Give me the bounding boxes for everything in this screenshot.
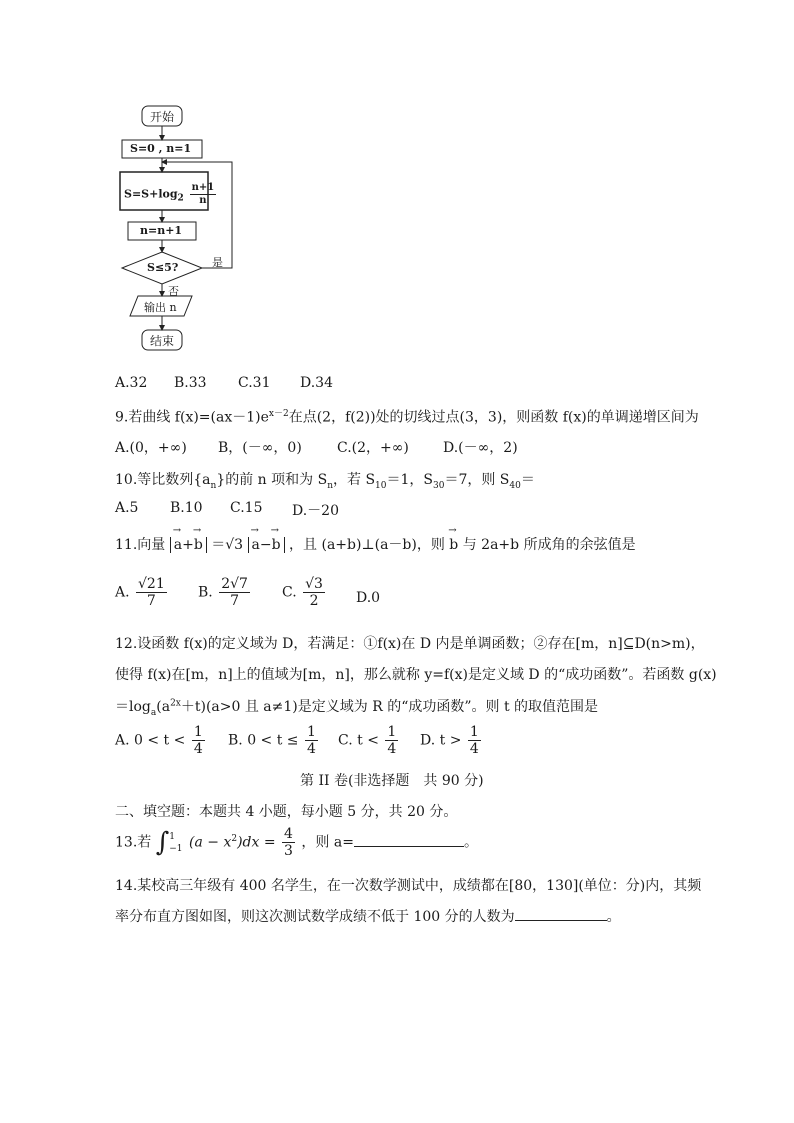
q10-part6: ＝	[520, 472, 535, 488]
q10-stem	[115, 469, 535, 491]
q12-d-num: 1	[469, 724, 479, 740]
section-2-heading: 第 II 卷(非选择题 共 90 分)	[300, 773, 484, 789]
q11-a-den: 7	[146, 593, 156, 609]
q11-vector-b: → b	[449, 537, 458, 553]
condition-label: S≤5?	[147, 261, 179, 274]
increment-label: n=n+1	[140, 224, 183, 237]
integral-lower: −1	[169, 843, 183, 854]
q12-b-num: 1	[307, 724, 316, 740]
q12-b-fraction	[305, 724, 318, 757]
integral-limits	[169, 831, 182, 855]
update-fraction	[190, 182, 217, 207]
q13-num: 4	[284, 826, 293, 842]
q9-option-d: D.(－∞，2)	[443, 440, 518, 456]
update-denominator: n	[199, 195, 207, 206]
q12-a-fraction	[192, 724, 205, 757]
q12-line2: 使得 f(x)在[m，n]上的值域为[m，n]，那么就称 y=f(x)是定义域 D 的“成功函数”。若函数 g(x)	[115, 667, 717, 683]
q13-tail: ，则 a=	[301, 834, 354, 851]
q14-answer-blank[interactable]	[515, 906, 607, 921]
q12-option-b	[228, 724, 320, 757]
q12-line3-c: ＋t)(a>0 且 a≠1)是定义域为 R 的“成功函数”。则 t 的取值范围是	[180, 699, 599, 715]
q11-a-fraction	[136, 576, 167, 609]
q13-integrand: (a − x	[189, 834, 232, 851]
q10-sub-n2: n	[327, 480, 333, 491]
start-label: 开始	[150, 110, 175, 124]
q14-line2-text: 率分布直方图如图，则这次测试数学成绩不低于 100 分的人数为	[115, 909, 515, 925]
q10-sub-10: 10	[375, 480, 387, 491]
q13-answer-blank[interactable]	[354, 832, 464, 847]
q14-line2	[115, 906, 621, 926]
q10-option-b: B.10	[170, 500, 203, 516]
q12-line1: 12.设函数 f(x)的定义域为 D，若满足：①f(x)在 D 内是单调函数；②存在[m，n]⊆D(n>m)，	[115, 636, 705, 652]
q10-part1: 10.等比数列{a	[115, 472, 211, 488]
q12-b-label: B. 0 < t ≤	[228, 732, 299, 749]
q11-prefix: 11.向量	[115, 537, 166, 553]
q13-stem	[115, 826, 478, 859]
integral-upper: 1	[169, 831, 175, 842]
q13-integrand-end: )dx =	[237, 834, 276, 851]
q11-tail: 与 2a+b 所成角的余弦值是	[462, 537, 636, 553]
q12-a-den: 4	[193, 741, 203, 757]
q11-b-den: 7	[230, 593, 240, 609]
q8-option-d: D.34	[300, 375, 333, 391]
update-numerator: n+1	[191, 182, 215, 193]
q8-option-c: C.31	[238, 375, 271, 391]
q12-c-label: C. t <	[338, 732, 379, 749]
q11-mid: ＝√3	[211, 537, 244, 553]
q12-option-d	[420, 724, 483, 757]
q12-option-c	[338, 724, 400, 757]
q12-d-label: D. t >	[420, 732, 462, 749]
q11-c-den: 2	[309, 593, 319, 609]
q14-end: 。	[606, 909, 621, 925]
q10-part5: ＝7，则 S	[444, 472, 510, 488]
q12-line3-a: ＝log	[115, 699, 151, 715]
q11-option-b	[198, 576, 252, 609]
q11-a-num: √21	[138, 576, 165, 592]
q8-option-b: B.33	[174, 375, 207, 391]
q9-exponent: x－2	[268, 409, 289, 419]
q14-line1: 14.某校高三年级有 400 名学生，在一次数学测试中，成绩都在[80，130](单位：分)内，其频	[115, 878, 702, 894]
q10-part4: ＝1，S	[386, 472, 433, 488]
q12-line3	[115, 696, 598, 718]
q12-option-a	[115, 724, 207, 757]
q12-line3-b: (a	[156, 699, 171, 715]
q12-c-num: 1	[387, 724, 397, 740]
q10-sub-30: 30	[433, 480, 445, 491]
q13-prefix: 13.若	[115, 834, 152, 851]
q10-sub-n1: n	[210, 480, 217, 491]
q12-c-den: 4	[387, 741, 397, 757]
q10-option-d: D.－20	[292, 503, 339, 519]
q10-part3: ，若 S	[333, 472, 376, 488]
q11-b-num: 2√7	[221, 576, 248, 592]
q10-option-c: C.15	[230, 500, 263, 516]
q11-b-label: B.	[198, 584, 213, 601]
q12-d-fraction	[468, 724, 481, 757]
flowchart	[100, 100, 260, 360]
q11-option-c	[282, 576, 327, 609]
fill-in-heading: 二、填空题：本题共 4 小题，每小题 5 分，共 20 分。	[115, 804, 458, 820]
output-label: 输出 n	[144, 301, 177, 314]
q11-condition: ，且 (a+b)⊥(a－b)，则	[289, 537, 445, 553]
q10-part2: }的前 n 项和为 S	[216, 472, 328, 488]
q12-d-den: 4	[469, 741, 479, 757]
update-log-base: 2	[177, 193, 184, 204]
q11-b-fraction	[219, 576, 250, 609]
integral-sign: ∫	[155, 827, 170, 858]
no-label: 否	[168, 285, 179, 298]
update-prefix: S=S+log	[124, 187, 178, 201]
q11-c-label: C.	[282, 584, 297, 601]
q12-c-fraction	[385, 724, 398, 757]
init-label: S=0 , n=1	[130, 142, 192, 155]
q11-stem	[115, 534, 636, 554]
q11-abs-sum: → a+→ b	[170, 537, 207, 553]
q13-exponent: 2	[231, 833, 238, 844]
q13-end: 。	[463, 834, 478, 851]
q11-c-fraction	[303, 576, 325, 609]
update-label	[124, 182, 218, 207]
yes-label: 是	[212, 256, 223, 269]
q9-option-b: B，(－∞，0)	[218, 440, 302, 456]
q12-a-num: 1	[193, 724, 203, 740]
end-label: 结束	[150, 334, 175, 348]
q9-stem-part2: 在点(2，f(2))处的切线过点(3，3)，则函数 f(x)的单调递增区间为	[288, 409, 699, 426]
q10-sub-40: 40	[509, 480, 521, 491]
q13-fraction	[282, 826, 295, 859]
q9-stem	[115, 406, 699, 427]
q12-a-label: A. 0 < t <	[115, 732, 186, 749]
q12-log-base: a	[150, 707, 157, 718]
q9-option-c: C.(2，+∞)	[337, 440, 409, 456]
q11-option-d: D.0	[356, 590, 381, 606]
q9-option-a: A.(0，+∞)	[115, 440, 187, 456]
q11-c-num: √3	[305, 576, 323, 592]
q13-den: 3	[284, 843, 293, 859]
q11-option-a	[115, 576, 169, 609]
q8-option-a: A.32	[115, 375, 148, 391]
q11-a-label: A.	[115, 584, 130, 601]
q10-option-a: A.5	[115, 500, 139, 516]
q12-exponent: 2x	[170, 698, 181, 709]
q11-abs-diff: → a−→ b	[248, 537, 285, 553]
q12-b-den: 4	[307, 741, 316, 757]
q9-stem-part1: 9.若曲线 f(x)=(ax－1)e	[115, 409, 269, 426]
